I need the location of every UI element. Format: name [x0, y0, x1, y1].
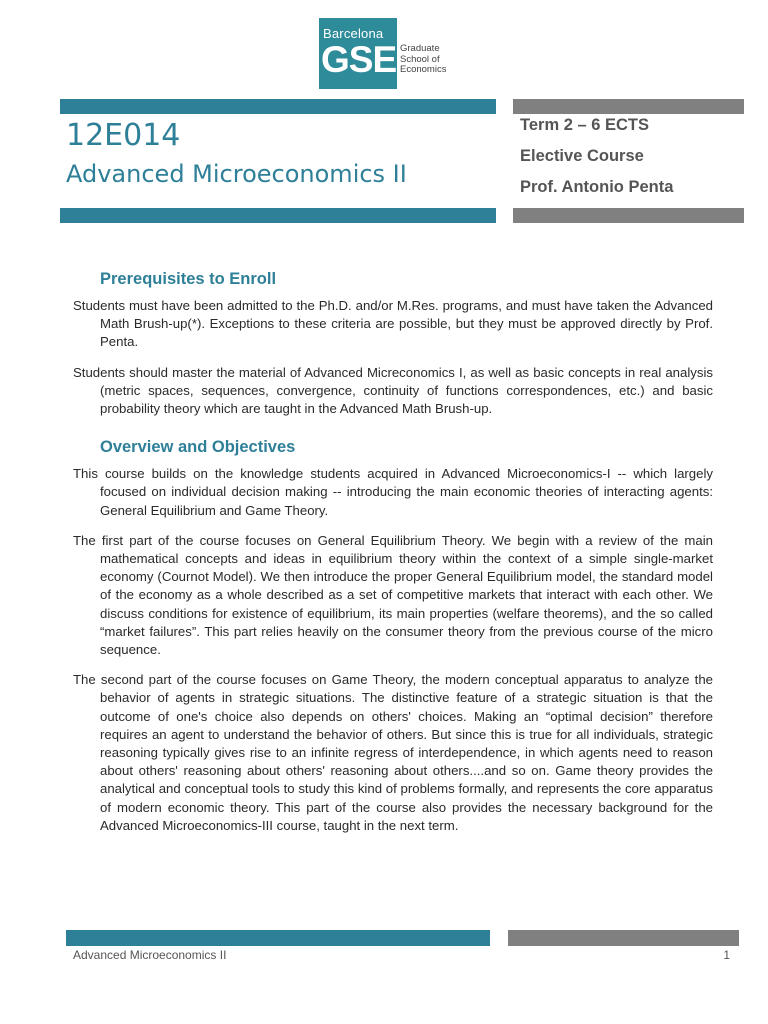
section-heading-prerequisites: Prerequisites to Enroll — [100, 270, 277, 288]
logo-subtitle — [400, 44, 446, 76]
course-professor: Prof. Antonio Penta — [520, 178, 674, 196]
paragraph: This course builds on the knowledge students acquired in Advanced Microeconomics-I -- which largely focused on individual decision making -- introducing the main economic theories of interacting agents: General Equilibrium and Game Theory. — [73, 466, 713, 518]
footer-bar-left — [66, 930, 490, 946]
paragraph: The first part of the course focuses on General Equilibrium Theory. We begin with a review of the main mathematical concepts and ideas in equilibrium theory within the context of a simple single-market economy (Cournot Model). We then introduce the proper General Equilibrium model, the standard model of the economy as a whole described as a set of competitive markets that interact with each other. We discuss conditions for existence of equilibrium, its main properties (welfare theorems), and the so called “market failures”. This part relies heavily on the consumer theory from the previous course of the micro sequence. — [73, 532, 713, 658]
course-code: 12E014 — [66, 118, 181, 153]
course-term: Term 2 – 6 ECTS — [520, 116, 649, 134]
course-title: Advanced Microeconomics II — [66, 160, 407, 188]
logo-subtitle-line: Economics — [400, 64, 447, 75]
footer-title: Advanced Microeconomics II — [73, 948, 227, 962]
section-heading-overview: Overview and Objectives — [100, 438, 296, 457]
logo-city: Barcelona — [323, 26, 384, 41]
footer-bar-right — [508, 930, 739, 946]
logo-subtitle-line: Graduate — [400, 43, 440, 54]
page-number: 1 — [723, 948, 730, 962]
gse-logo — [319, 18, 397, 89]
logo-mark: GSE — [321, 39, 397, 80]
paragraph: Students should master the material of Advanced Micreconomics I, as well as basic concepts in real analysis (metric spaces, sequences, convergence, continuity of functions correspondences, etc.) and basic probability theory which are taught in the Advanced Math Brush-up. — [73, 364, 713, 417]
logo-subtitle-line: School of — [400, 53, 440, 65]
paragraph: The second part of the course focuses on Game Theory, the modern conceptual apparatus to analyze the behavior of agents in strategic situations. The distinctive feature of a strategic situation is that the outcome of one's choice also depends on others' choices. Making an “optimal decision” therefore requires an agent to understand the behavior of others. But since this is true for all individuals, strategic reasoning typically gives rise to an infinite regress of interdependence, in which agents need to reason about others' reasoning about others' reasoning about others....and so on. Game theory provides the analytical and conceptual tools to study this kind of problems formally, and represents the core apparatus of modern economic theory. This part of the course also provides the necessary background for the Advanced Microeconomics-III course, taught in the next term. — [73, 672, 713, 833]
header-top-bar-right — [513, 99, 744, 114]
course-description — [73, 270, 713, 847]
header-bottom-bar-left — [60, 208, 496, 223]
course-type: Elective Course — [520, 147, 644, 165]
header-top-bar-left — [60, 99, 496, 114]
header-bottom-bar-right — [513, 208, 744, 223]
paragraph: Students must have been admitted to the Ph.D. and/or M.Res. programs, and must have taken the Advanced Math Brush-up(*). Exceptions to these criteria are possible, but they must be approved directly by Prof. Penta. — [73, 298, 713, 350]
